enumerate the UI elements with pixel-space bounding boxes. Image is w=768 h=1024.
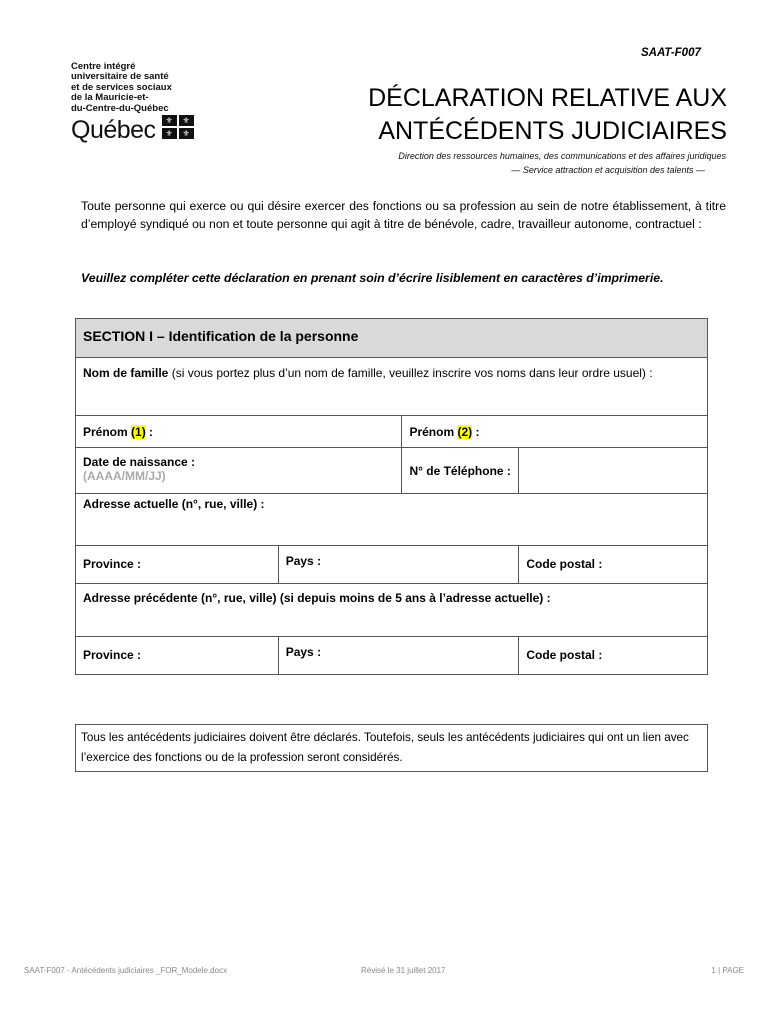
document-title-line1: DÉCLARATION RELATIVE AUX — [368, 84, 727, 112]
nom-famille-label: Nom de famille — [83, 366, 169, 380]
logo-line: et de services sociaux — [71, 81, 172, 93]
prenom2-number: (2) — [457, 424, 473, 439]
telephone-label-cell — [402, 448, 519, 494]
province-label: Province : — [83, 648, 142, 662]
fleur-de-lis-flag-icon: ⚜ ⚜ ⚜ ⚜ — [162, 115, 194, 139]
prenom1-number: (1) — [131, 424, 146, 439]
date-naissance-field[interactable] — [76, 448, 402, 494]
service-name: — Service attraction et acquisition des talents — — [511, 165, 705, 175]
telephone-label: N° de Téléphone : — [409, 463, 511, 478]
pays-field[interactable] — [278, 546, 519, 584]
code-postal-field[interactable] — [519, 546, 708, 584]
logo-line: du-Centre-du-Québec — [71, 102, 169, 114]
instruction-text: Veuillez compléter cette déclaration en prenant soin d’écrire lisiblement en caractères d’imprimerie. — [81, 271, 664, 285]
province-label: Province : — [83, 557, 142, 571]
nom-famille-field[interactable] — [76, 358, 708, 416]
code-postal-label: Code postal : — [526, 648, 603, 662]
declaration-notice: Tous les antécédents judiciaires doivent être déclarés. Toutefois, seuls les antécédents judiciaires qui ont un lien avec l’exercice des fonctions ou de la profession seront considérés. — [75, 724, 708, 772]
logo-line: Centre intégré — [71, 61, 136, 72]
document-code: SAAT-F007 — [641, 47, 701, 59]
pays-precedent-field[interactable] — [278, 637, 519, 675]
prenom1-colon: : — [149, 424, 154, 439]
code-postal-precedent-field[interactable] — [519, 637, 708, 675]
footer-page-number: 1 | PAGE — [711, 966, 744, 975]
adresse-precedente-label: Adresse précédente (n°, rue, ville) (si depuis moins de 5 ans à l’adresse actuelle) : — [83, 591, 551, 605]
quebec-wordmark: Québec — [71, 116, 156, 145]
pays-label: Pays : — [285, 645, 322, 659]
prenom1-label: Prénom — [83, 424, 128, 439]
prenom2-colon: : — [475, 424, 480, 439]
nom-famille-note: (si vous portez plus d’un nom de famille, veuillez inscrire vos noms dans leur ordre usuel) : — [171, 366, 653, 380]
date-format-hint: (AAAA/MM/JJ) — [83, 469, 166, 483]
prenom2-field[interactable] — [402, 416, 708, 448]
document-title-line2: ANTÉCÉDENTS JUDICIAIRES — [378, 117, 727, 145]
ciusss-logo — [71, 61, 236, 145]
adresse-precedente-field[interactable] — [76, 584, 708, 637]
section-heading: SECTION I – Identification de la personne — [76, 319, 708, 358]
prenom2-label: Prénom — [409, 424, 455, 439]
logo-line: universitaire de santé — [71, 71, 169, 83]
department-name: Direction des ressources humaines, des communications et des affaires juridiques — [398, 151, 726, 161]
footer-revision-date: Révisé le 31 juillet 2017 — [361, 966, 446, 975]
intro-paragraph: Toute personne qui exerce ou qui désire exercer des fonctions ou sa profession au sein de notre établissement, à titre d’employé syndiqué ou non et toute personne qui agit à titre de bénévole, cadre, travailleur autonome, contractuel : — [81, 199, 726, 232]
identification-form — [75, 318, 708, 675]
adresse-actuelle-label: Adresse actuelle (n°, rue, ville) : — [83, 497, 265, 511]
code-postal-label: Code postal : — [526, 557, 603, 571]
date-naissance-label: Date de naissance : — [83, 455, 196, 469]
adresse-actuelle-field[interactable] — [76, 494, 708, 546]
prenom1-field[interactable] — [76, 416, 402, 448]
footer-filename: SAAT-F007 - Antécédents judiciaires _FOR_Modele.docx — [24, 966, 228, 975]
province-precedente-field[interactable] — [76, 637, 279, 675]
logo-line: de la Mauricie-et- — [71, 92, 149, 104]
pays-label: Pays : — [285, 554, 322, 568]
province-field[interactable] — [76, 546, 279, 584]
telephone-field[interactable] — [519, 448, 708, 494]
